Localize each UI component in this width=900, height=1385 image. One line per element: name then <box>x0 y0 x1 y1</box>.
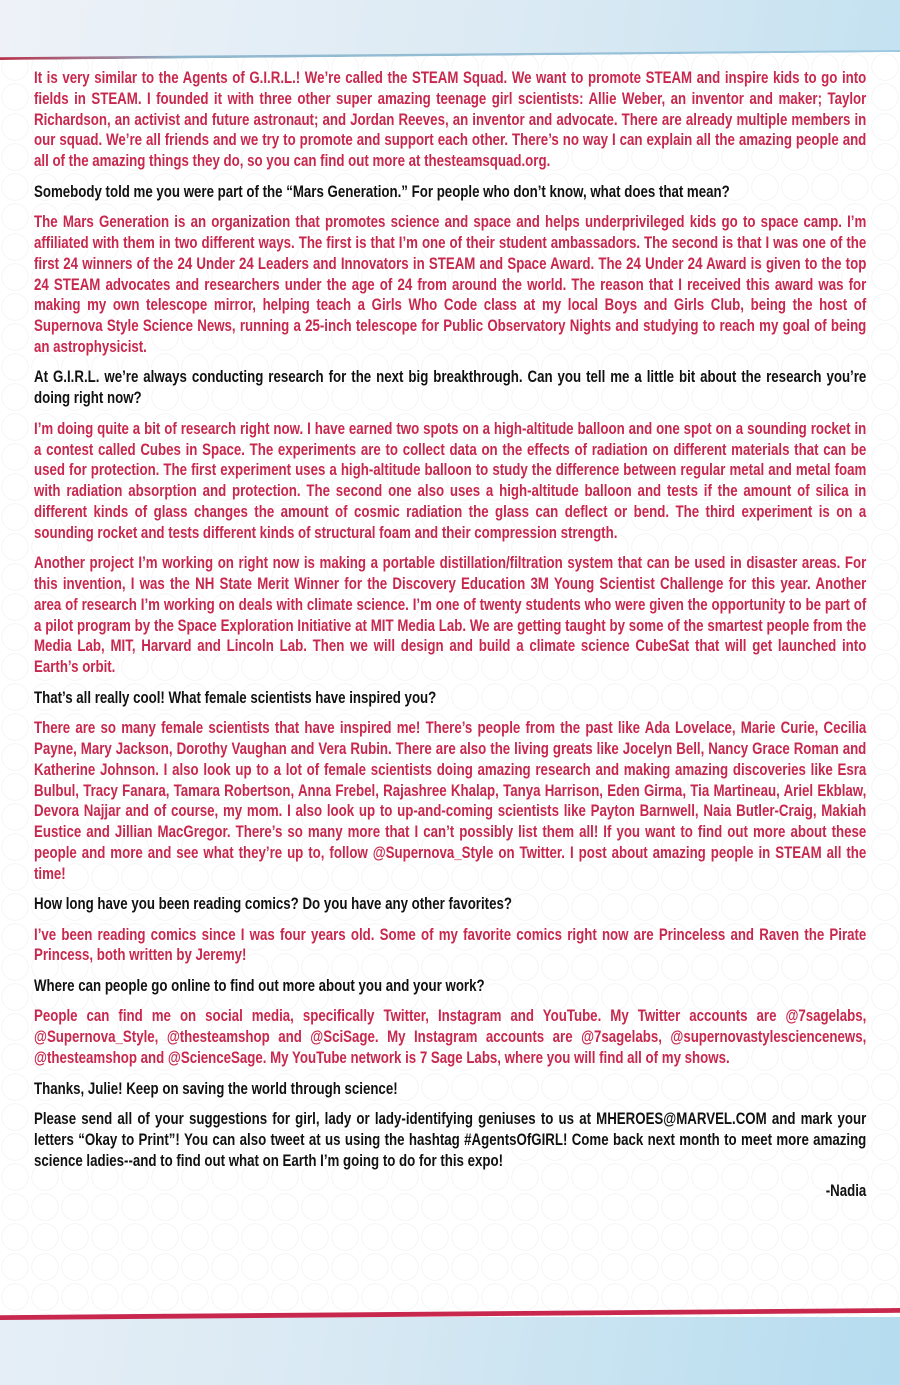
answer-paragraph: There are so many female scientists that have inspired me! There’s people from the past like Ada Lovelace, Marie Curie, Cecilia Payne, Mary Jackson, Dorothy Vaughan and Vera Rubin. There are also the living greats like Jocelyn Bell, Nancy Grace Roman and Katherine Johnson. I also look up to a lot of female scientists doing amazing research and making amazing discoveries like Esra Bulbul, Tracy Fanara, Tamara Robertson, Anna Frebel, Rajashree Khalap, Tanya Harrison, Eden Girma, Tia Martineau, Ariel Ekblaw, Devora Najjar and of course, my mom. I also look up to up-and-coming scientists like Payton Barnwell, Naia Butler-Craig, Makiah Eustice and Jillian MacGregor. There’s so many more that I can’t possibly list them all! If you want to find out more about these people and more and see what they’re up to, follow @Supernova_Style on Twitter. I post about amazing people in STEAM all the time! <box>34 719 867 883</box>
answer-paragraph: People can find me on social media, specifically Twitter, Instagram and YouTube. My Twitter accounts are @7sagelabs, @Supernova_Style, @thesteamshop and @SciSage. My Instagram accounts are @7sagelabs, @supernovastylesciencenews, @thesteamshop and @ScienceSage. My YouTube network is 7 Sage Labs, where you will find all of my shows. <box>34 1007 867 1068</box>
question-paragraph: Where can people go online to find out more about you and your work? <box>34 976 485 995</box>
question-paragraph: That’s all really cool! What female scientists have inspired you? <box>34 688 437 707</box>
answer-paragraph: Another project I’m working on right now is making a portable distillation/filtration system that can be used in disaster areas. For this invention, I was the NH State Merit Winner for the Discovery Education 3M Young Scientist Challenge for this year. Another area of research I’m working on deals with climate science. I’m one of twenty students who were given the opportunity to be part of a pilot program by the Space Exploration Initiative at MIT Media Lab. We are getting taught by some of the smartest people from the Media Lab, MIT, Harvard and Lincoln Lab. Then we will design and build a climate science CubeSat that will get launched into Earth’s orbit. <box>34 554 867 677</box>
answer-paragraph: The Mars Generation is an organization that promotes science and space and helps underprivileged kids go to space camp. I’m affiliated with them in two different ways. The first is that I’m one of their student ambassadors. The second is that I was one of the first 24 winners of the 24 Under 24 Leaders and Innovators in STEAM and Space Award. The 24 Under 24 Award is given to the top 24 STEAM advocates and researchers under the age of 24 from around the world. The reason that I received this award was for making my own telescope mirror, helping teach a Girls Who Code class at my local Boys and Girls Club, being the host of Supernova Style Science News, running a 25-inch telescope for Public Observatory Nights and studying to reach my goal of being an astrophysicist. <box>34 213 867 356</box>
answer-paragraph: I’m doing quite a bit of research right now. I have earned two spots on a high-altitude balloon and one spot on a sounding rocket in a contest called Cubes in Space. The experiments are to collect data on the effects of radiation on different materials that can be used for protection. The first experiment uses a high-altitude balloon to study the difference between regular metal and metal foam with radiation absorption and protection. The second one also uses a high-altitude balloon and tests if the amount of silica in different kinds of glass changes the amount of cosmic radiation the glass can deflect or bend. The third experiment is on a sounding rocket and tests different kinds of structural foam and their compression strength. <box>34 419 867 542</box>
question-paragraph: How long have you been reading comics? Do you have any other favorites? <box>34 895 512 914</box>
question-paragraph: Please send all of your suggestions for girl, lady or lady-identifying geniuses to us at MHEROES@MARVEL.COM and mark your letters “Okay to Print”! You can also tweet at us using the hashtag #AgentsOfGIRL! Come back next month to meet more amazing science ladies--and to find out what on Earth I’m going to do for this expo! <box>34 1110 867 1170</box>
answer-paragraph: I’ve been reading comics since I was four years old. Some of my favorite comics right now are Princeless and Raven the Pirate Princess, both written by Jeremy! <box>34 925 867 965</box>
question-paragraph: Thanks, Julie! Keep on saving the world through science! <box>34 1079 398 1098</box>
interview-text <box>34 68 866 1212</box>
question-paragraph: At G.I.R.L. we’re always conducting research for the next big breakthrough. Can you tell me a little bit about the research you’re doing right now? <box>34 368 867 408</box>
answer-paragraph: It is very similar to the Agents of G.I.R.L.! We’re called the STEAM Squad. We want to promote STEAM and inspire kids to go into fields in STEAM. I founded it with three other super amazing teenage girl scientists: Allie Weber, an inventor and maker; Taylor Richardson, an activist and future astronaut; and Jordan Reeves, an inventor and advocate. There are already multiple members in our squad. We’re all friends and we try to promote and support each other. There’s no way I can explain all the amazing people and all of the amazing things they do, so you can find out more at thesteamsquad.org. <box>34 69 867 171</box>
signature: -Nadia <box>825 1182 867 1201</box>
question-paragraph: Somebody told me you were part of the “Mars Generation.” For people who don’t know, what does that mean? <box>34 182 730 201</box>
